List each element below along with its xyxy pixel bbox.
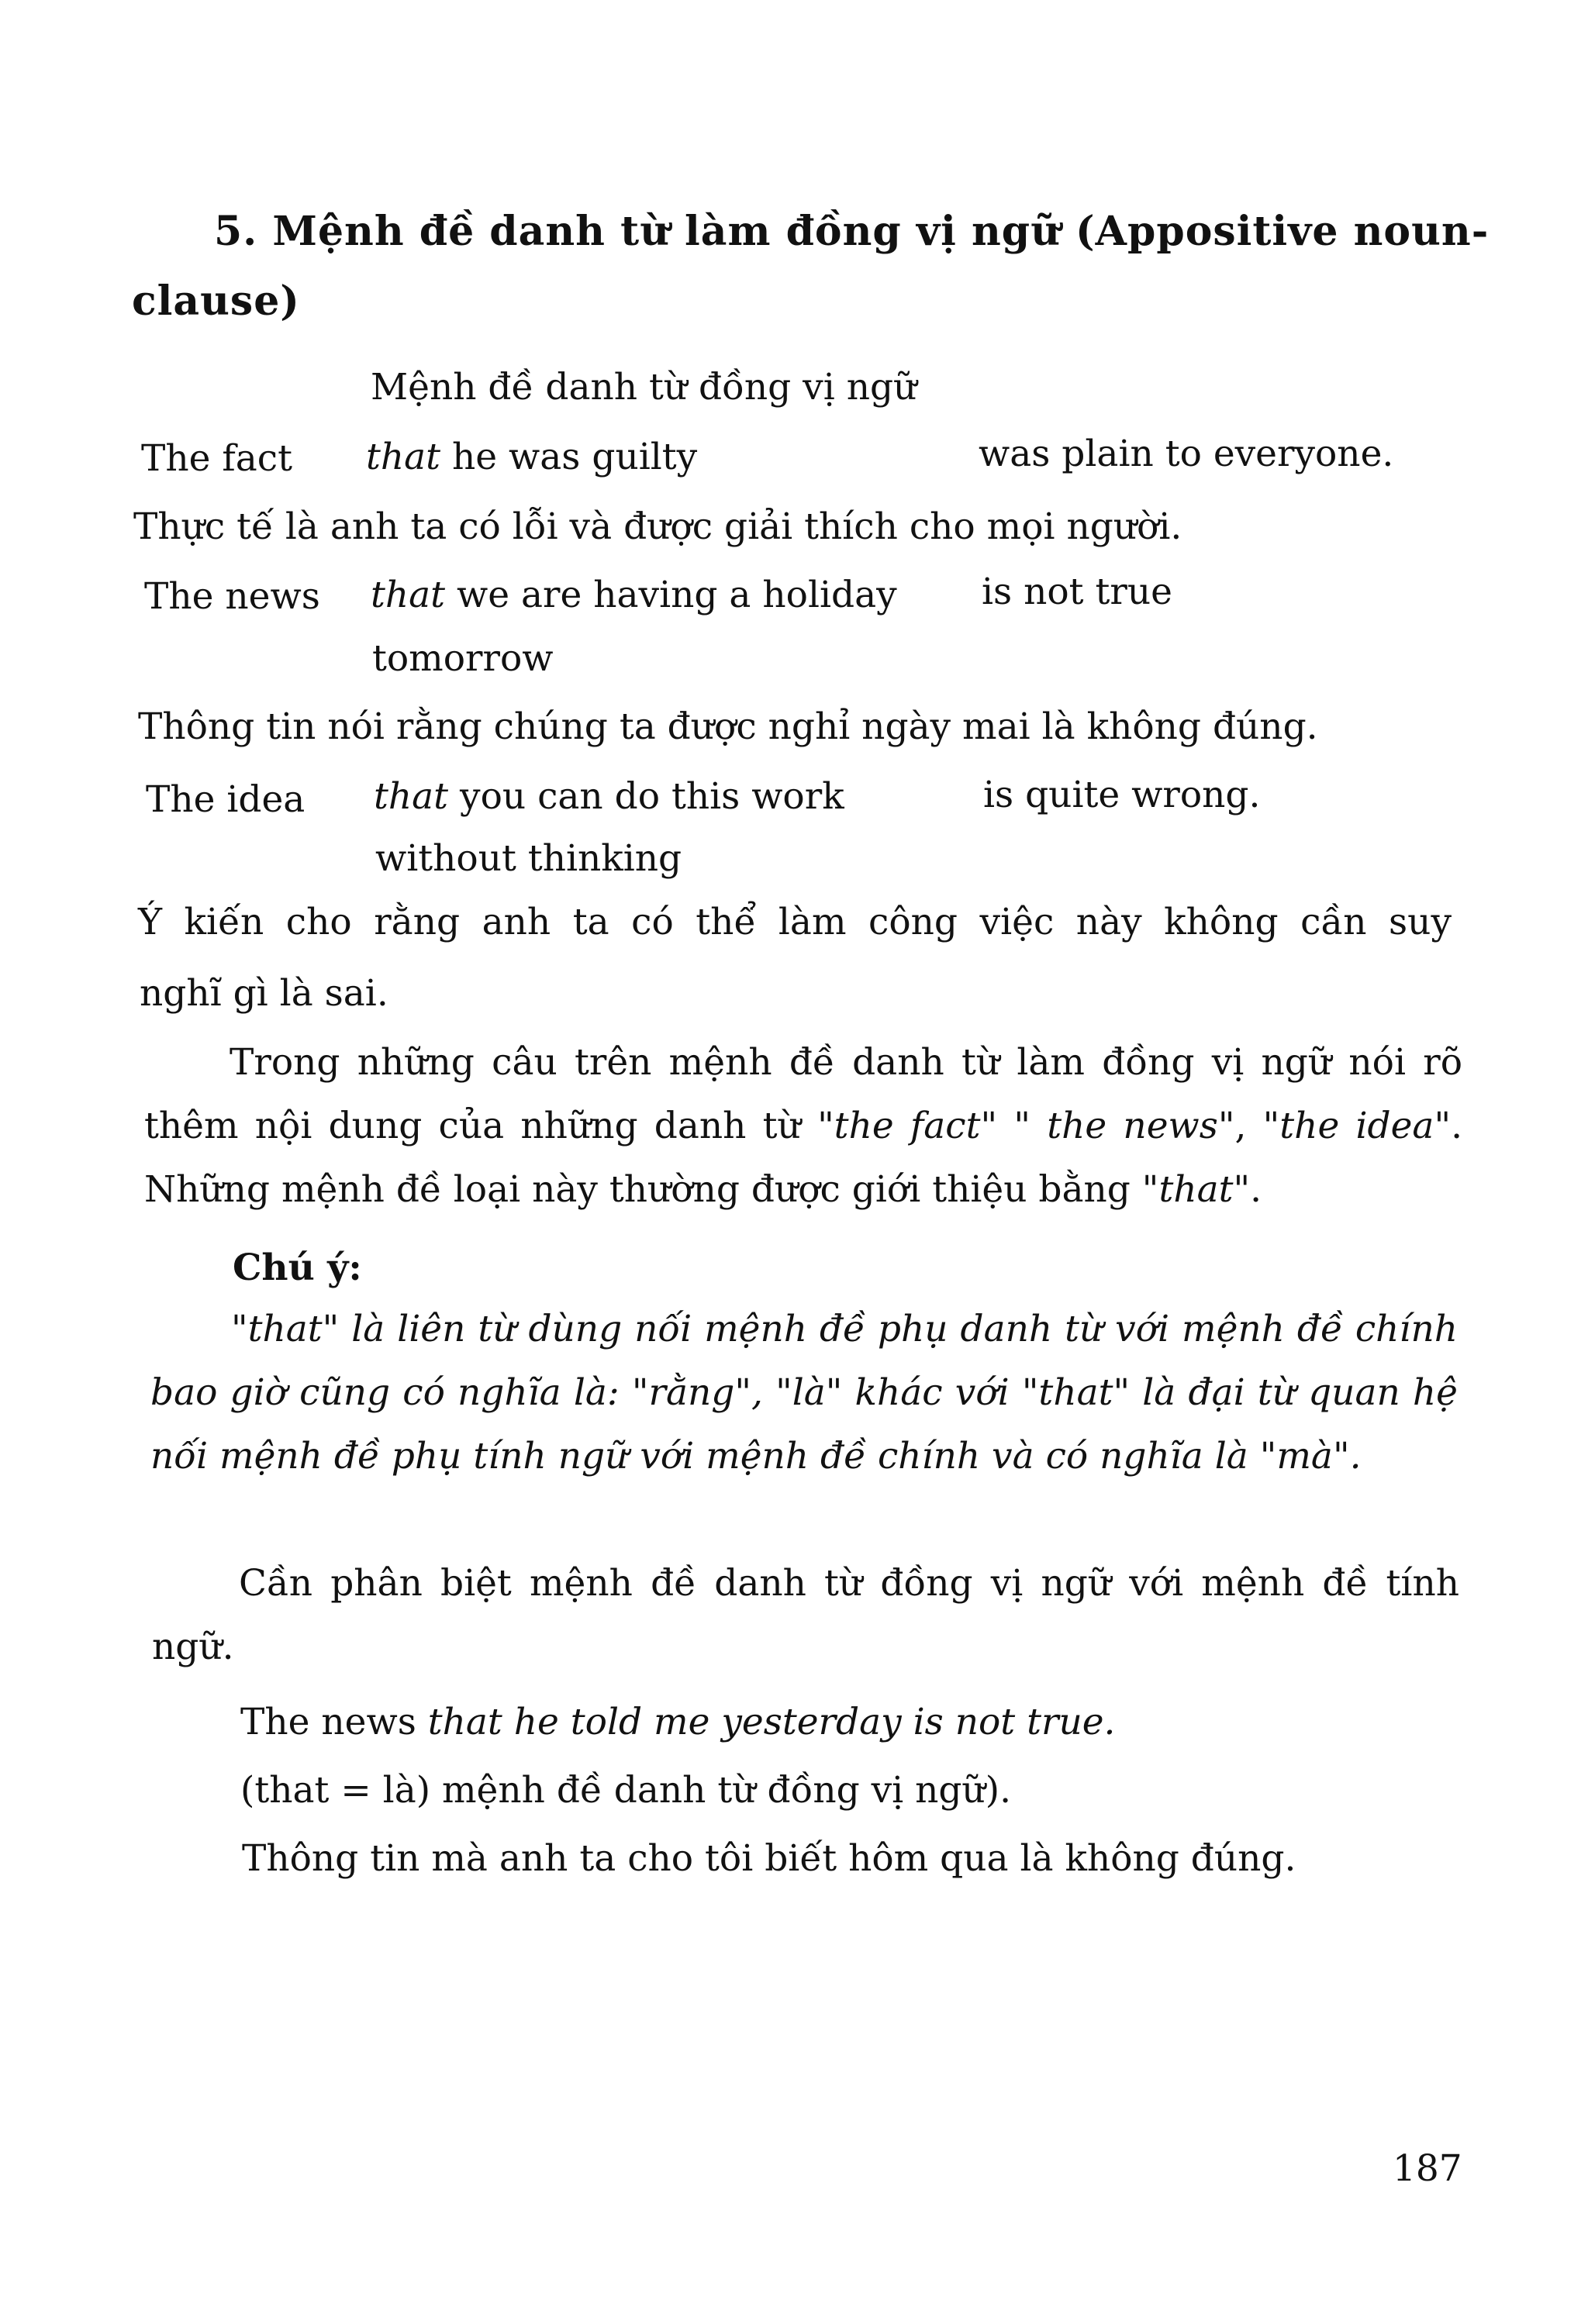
- term-the-idea: the idea: [1279, 1105, 1434, 1147]
- example-translation: Thực tế là anh ta có lỗi và được giải thích cho mọi người.: [133, 505, 1182, 548]
- section-heading-line2: clause): [132, 278, 300, 325]
- example-predicate: was plain to everyone.: [979, 433, 1394, 475]
- example-noun: The idea: [146, 778, 306, 821]
- example-predicate: is quite wrong.: [983, 774, 1261, 816]
- page-number: 187: [1393, 2147, 1462, 2190]
- that-keyword: that: [374, 775, 449, 818]
- example-clause: [374, 775, 844, 818]
- example-noun: The news: [144, 575, 320, 618]
- term-the-news: the news: [1047, 1105, 1218, 1147]
- example-translation-line2: nghĩ gì là sai.: [140, 972, 388, 1015]
- note-example-plain: The news: [240, 1701, 428, 1743]
- example-clause-continuation: without thinking: [375, 837, 682, 880]
- clause-text: he was guilty: [440, 436, 698, 478]
- note-example-italic: that he told me yesterday is not true.: [427, 1701, 1116, 1743]
- distinguish-paragraph: Cần phân biệt mệnh đề danh từ đồng vị ngữ với mệnh đề tính ngữ.: [152, 1562, 1459, 1668]
- explanation-text: ". Những mệnh đề loại này thường được giới thiệu bằng ": [144, 1105, 1463, 1211]
- example-translation-line1: Ý kiến cho rằng anh ta có thể làm công việc này không cần suy: [138, 901, 1452, 943]
- example-translation: Thông tin nói rằng chúng ta được nghỉ ngày mai là không đúng.: [138, 705, 1318, 748]
- note-example-gloss: (that = là) mệnh đề danh từ đồng vị ngữ).: [240, 1769, 1012, 1812]
- note-example-translation: Thông tin mà anh ta cho tôi biết hôm qua là không đúng.: [242, 1837, 1296, 1880]
- that-keyword: that: [371, 574, 446, 616]
- clause-text: we are having a holiday: [445, 574, 897, 616]
- note-italic-paragraph: "that" là liên từ dùng nối mệnh đề phụ danh từ với mệnh đề chính bao giờ cũng có nghĩa là: "rằng", "là" khác với "that" là đại từ quan hệ nối mệnh đề phụ tính ngữ với mệnh đề chính và có nghĩa là "mà".: [150, 1308, 1458, 1477]
- explanation-paragraph: [144, 1031, 1462, 1222]
- term-the-fact: "the fact": [817, 1105, 998, 1147]
- section-heading-line1: 5. Mệnh đề danh từ làm đồng vị ngữ (Appositive noun-: [214, 208, 1490, 255]
- example-clause: [366, 436, 698, 478]
- separator: ", ": [1217, 1105, 1280, 1147]
- explanation-text: Trong những câu trên mệnh đề danh từ làm đồng vị ngữ nói rõ thêm nội dung của những danh từ: [144, 1041, 1462, 1147]
- clause-text: you can do this work: [448, 775, 844, 818]
- note-title: Chú ý:: [233, 1246, 362, 1289]
- separator: ": [997, 1105, 1048, 1147]
- example-clause: [371, 574, 897, 616]
- column-header: Mệnh đề danh từ đồng vị ngữ: [371, 366, 917, 409]
- term-that: that: [1158, 1168, 1234, 1211]
- that-keyword: that: [366, 436, 441, 478]
- example-noun: The fact: [141, 437, 292, 480]
- example-predicate: is not true: [982, 571, 1172, 613]
- note-example: [240, 1701, 1116, 1743]
- explanation-text: ".: [1233, 1168, 1262, 1211]
- example-clause-continuation: tomorrow: [372, 637, 554, 680]
